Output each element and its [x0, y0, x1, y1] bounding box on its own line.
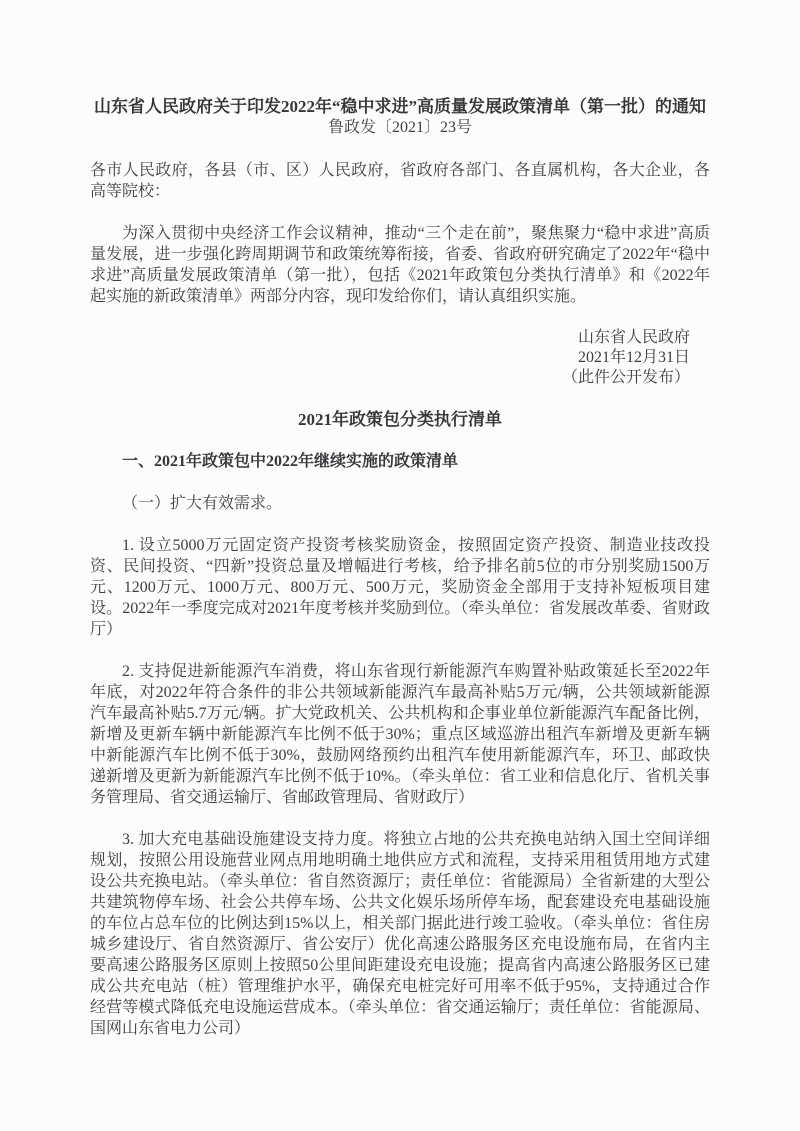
document-body: [90, 96, 710, 1039]
policy-item-3: 3. 加大充电基础设施建设支持力度。将独立占地的公共充换电站纳入国土空间详细规划，按照公用设施营业网点用地明确土地供应方式和流程，支持采用租赁用地方式建设公共充换电站。（牵头单位：省自然资源厅；责任单位：省能源局）全省新建的大型公共建筑物停车场、社会公共停车场、公共文化娱乐场所停车场，配套建设充电基础设施的车位占总车位的比例达到15%以上，相关部门据此进行竣工验收。（牵头单位：省住房城乡建设厅、省自然资源厅、省公安厅）优化高速公路服务区充电设施布局，在省内主要高速公路服务区原则上按照50公里间距建设充电设施；提高省内高速公路服务区已建成公共充电站（桩）管理维护水平，确保充电桩完好可用率不低于95%，支持通过合作经营等模式降低充电设施运营成本。（牵头单位：省交通运输厅；责任单位：省能源局、国网山东省电力公司）: [90, 831, 710, 1037]
salutation: 各市人民政府，各县（市、区）人民政府，省政府各部门、各直属机构，各大企业，各高等院校：: [90, 162, 710, 200]
public-release-note: （此件公开发布）: [561, 369, 690, 386]
subsection-heading: （一）扩大有效需求。: [122, 495, 283, 512]
intro-paragraph: 为深入贯彻中央经济工作会议精神，推动“三个走在前”，聚焦聚力“稳中求进”高质量发展，进一步强化跨周期调节和政策统筹衔接，省委、省政府研究确定了2022年“稳中求进”高质量发展政策清单（第一批），包括《2021年政策包分类执行清单》和《2022年起实施的新政策清单》两部分内容，现印发给你们，请认真组织实施。: [90, 225, 710, 305]
document-title: 山东省人民政府关于印发2022年“稳中求进”高质量发展政策清单（第一批）的通知: [94, 97, 706, 116]
document-number: 鲁政发〔2021〕23号: [327, 119, 472, 136]
signature-date: 2021年12月31日: [577, 349, 690, 366]
list-title: 2021年政策包分类执行清单: [298, 410, 502, 429]
policy-item-1: 1. 设立5000万元固定资产投资考核奖励资金，按照固定资产投资、制造业技改投资、民间投资、“四新”投资总量及增幅进行考核，给予排名前5位的市分别奖励1500万元、1200万元、1000万元、800万元、500万元，奖励资金全部用于支持补短板项目建设。2022年一季度完成对2021年度考核并奖励到位。（牵头单位：省发展改革委、省财政厅）: [90, 537, 710, 638]
section-one-heading: 一、2021年政策包中2022年继续实施的政策清单: [122, 453, 459, 470]
signature-block: [90, 328, 710, 388]
signer-name: 山东省人民政府: [577, 329, 690, 346]
policy-item-2: 2. 支持促进新能源汽车消费，将山东省现行新能源汽车购置补贴政策延长至2022年年底，对2022年符合条件的非公共领域新能源汽车最高补贴5万元/辆，公共领域新能源汽车最高补贴5.7万元/辆。扩大党政机关、公共机构和企事业单位新能源汽车配备比例，新增及更新车辆中新能源汽车比例不低于30%；重点区域巡游出租汽车新增及更新车辆中新能源汽车比例不低于30%，鼓励网络预约出租汽车使用新能源汽车，环卫、邮政快递新增及更新为新能源汽车比例不低于10%。（牵头单位：省工业和信息化厅、省机关事务管理局、省交通运输厅、省邮政管理局、省财政厅）: [90, 663, 710, 806]
